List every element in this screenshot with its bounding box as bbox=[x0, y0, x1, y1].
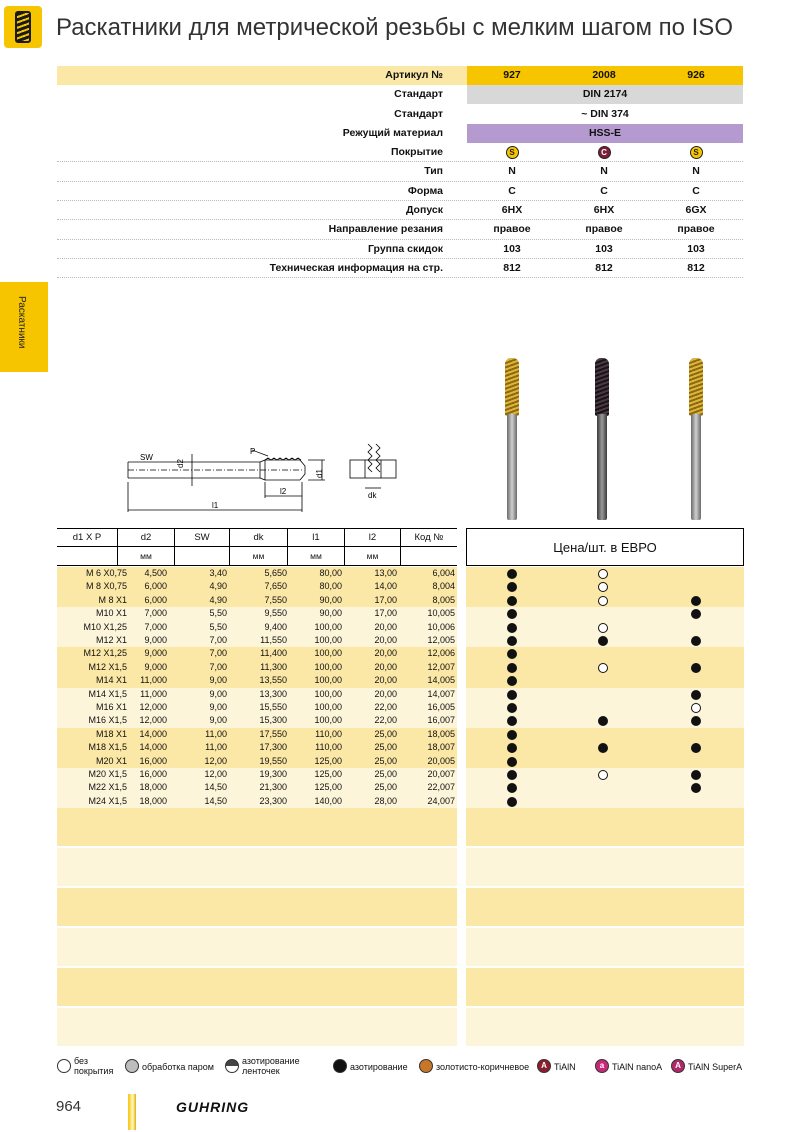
column-header: l1 bbox=[287, 529, 344, 547]
legend-label-line1: обработка паром bbox=[142, 1062, 214, 1072]
brand-logo: GUHRING bbox=[176, 1099, 250, 1115]
legend-label-line1: золотисто-коричневое bbox=[436, 1062, 530, 1072]
tool-dimension-drawing bbox=[120, 440, 410, 520]
spec-row bbox=[57, 259, 743, 278]
table-cell: 4,90 bbox=[209, 594, 227, 605]
table-cell: 100,00 bbox=[314, 688, 342, 699]
spec-value: 927 bbox=[503, 69, 521, 81]
table-cell: 8,004 bbox=[432, 581, 455, 592]
legend-label-line1: без bbox=[74, 1056, 88, 1066]
table-cell: 13,300 bbox=[259, 688, 287, 699]
table-cell: 80,00 bbox=[319, 581, 342, 592]
legend-label-line1: TiAlN nanoA bbox=[612, 1062, 663, 1072]
table-cell: 12,007 bbox=[427, 661, 455, 672]
table-cell: M12 X1 bbox=[95, 635, 127, 645]
availability-dot-filled bbox=[507, 569, 517, 579]
table-cell: 9,000 bbox=[144, 635, 167, 645]
legend-label bbox=[688, 1062, 742, 1072]
table-cell: 23,300 bbox=[259, 795, 287, 806]
spec-row bbox=[57, 124, 743, 143]
table-row bbox=[57, 755, 457, 768]
table-cell: 14,00 bbox=[374, 581, 397, 592]
table-row bbox=[57, 795, 457, 808]
table-cell: M12 X1,5 bbox=[88, 661, 127, 672]
column-unit: мм bbox=[117, 547, 174, 565]
table-cell: 20,00 bbox=[374, 648, 397, 659]
table-cell: 8,005 bbox=[432, 594, 455, 605]
table-cell: 6,004 bbox=[432, 568, 455, 578]
table-cell: 15,550 bbox=[259, 702, 287, 712]
spec-value: 6HX bbox=[593, 204, 615, 217]
table-cell: 21,300 bbox=[259, 782, 287, 793]
spec-value: N bbox=[600, 165, 608, 178]
spec-value: 2008 bbox=[592, 69, 616, 81]
legend-label-line2: ленточек bbox=[242, 1066, 280, 1076]
spec-value: 103 bbox=[503, 242, 521, 255]
column-unit bbox=[400, 547, 457, 565]
table-cell: 20,00 bbox=[374, 621, 397, 632]
column-unit bbox=[174, 547, 229, 565]
column-header: dk bbox=[229, 529, 287, 547]
table-cell: 17,00 bbox=[374, 594, 397, 605]
table-cell: 13,550 bbox=[259, 675, 287, 686]
legend-label bbox=[350, 1062, 408, 1072]
table-cell: 9,550 bbox=[264, 608, 287, 619]
legend-label bbox=[74, 1056, 113, 1076]
table-row bbox=[57, 728, 457, 741]
table-cell: 16,000 bbox=[139, 769, 167, 779]
table-cell: 19,300 bbox=[259, 769, 287, 779]
price-band bbox=[466, 1008, 744, 1046]
availability-dot-open bbox=[691, 703, 701, 713]
spec-label: Стандарт bbox=[394, 107, 443, 120]
table-cell: 7,000 bbox=[144, 621, 167, 632]
spec-value: правое bbox=[585, 223, 623, 236]
table-cell: 20,00 bbox=[374, 675, 397, 686]
table-cell: 14,005 bbox=[427, 675, 455, 686]
table-cell: 7,550 bbox=[264, 594, 287, 605]
spec-row bbox=[57, 240, 743, 259]
table-cell: 10,006 bbox=[427, 621, 455, 632]
table-cell: 16,005 bbox=[427, 702, 455, 712]
table-cell: 15,300 bbox=[259, 715, 287, 726]
table-cell: 90,00 bbox=[319, 608, 342, 619]
legend-label bbox=[242, 1056, 300, 1076]
table-cell: 5,650 bbox=[264, 568, 287, 578]
column-header: l2 bbox=[344, 529, 400, 547]
table-row bbox=[57, 594, 457, 607]
tool-image-926 bbox=[688, 358, 704, 520]
tool-image-2008 bbox=[594, 358, 610, 520]
spec-label: Группа скидок bbox=[368, 242, 443, 255]
table-cell: 12,000 bbox=[139, 715, 167, 726]
coating-badge: C bbox=[598, 146, 611, 159]
table-cell: 100,00 bbox=[314, 661, 342, 672]
table-row bbox=[57, 580, 457, 593]
table-cell: 25,00 bbox=[374, 769, 397, 779]
table-cell: 17,300 bbox=[259, 742, 287, 753]
page-title: Раскатники для метрической резьбы с мелким шагом по ISO bbox=[56, 14, 733, 41]
table-cell: 18,005 bbox=[427, 728, 455, 739]
column-unit bbox=[57, 547, 117, 565]
table-cell: 11,550 bbox=[260, 635, 287, 645]
table-cell: M10 X1,25 bbox=[83, 621, 127, 632]
tialn-supera-icon: A bbox=[671, 1059, 685, 1073]
table-cell: M14 X1 bbox=[95, 675, 127, 686]
spec-label: Тип bbox=[424, 165, 443, 178]
table-row bbox=[57, 741, 457, 754]
table-cell: 100,00 bbox=[314, 702, 342, 712]
spec-label: Покрытие bbox=[390, 146, 443, 159]
availability-dot-filled bbox=[691, 663, 701, 673]
spec-label: Стандарт bbox=[394, 88, 443, 101]
table-row bbox=[57, 621, 457, 634]
spec-value: 812 bbox=[595, 261, 613, 274]
spec-value: правое bbox=[677, 223, 715, 236]
spec-span-value: ~ DIN 374 bbox=[581, 107, 629, 120]
page-header bbox=[0, 0, 800, 54]
table-cell: 22,00 bbox=[374, 702, 397, 712]
table-cell: 90,00 bbox=[319, 594, 342, 605]
spec-label: Направление резания bbox=[328, 223, 443, 236]
legend-label bbox=[554, 1062, 576, 1072]
drawing-label-d2: d2 bbox=[176, 459, 185, 468]
table-cell: 12,000 bbox=[139, 702, 167, 712]
table-cell: 9,00 bbox=[209, 702, 227, 712]
spec-value: N bbox=[508, 165, 516, 178]
table-cell: 14,000 bbox=[139, 728, 167, 739]
table-cell: 12,005 bbox=[427, 635, 455, 645]
availability-dot-filled bbox=[507, 623, 517, 633]
table-band bbox=[57, 1008, 457, 1046]
table-cell: 100,00 bbox=[314, 648, 342, 659]
table-band bbox=[57, 968, 457, 1006]
table-band bbox=[57, 888, 457, 926]
table-cell: 3,40 bbox=[209, 568, 227, 578]
spec-row bbox=[57, 220, 743, 239]
column-unit: мм bbox=[229, 547, 287, 565]
table-cell: 9,000 bbox=[144, 661, 167, 672]
table-cell: 7,650 bbox=[264, 581, 287, 592]
table-cell: 100,00 bbox=[314, 715, 342, 726]
nitride-icon bbox=[333, 1059, 347, 1073]
spec-span-value: HSS-E bbox=[467, 124, 743, 143]
coating-icon bbox=[651, 143, 741, 162]
spec-value: 103 bbox=[595, 242, 613, 255]
spec-row bbox=[57, 105, 743, 124]
steam-icon bbox=[125, 1059, 139, 1073]
availability-dot-filled bbox=[691, 690, 701, 700]
spec-row bbox=[57, 182, 743, 201]
legend-label-line1: TiAlN SuperA bbox=[688, 1062, 743, 1072]
legend-label bbox=[142, 1062, 214, 1072]
drawing-label-l2: l2 bbox=[280, 487, 287, 496]
table-cell: 12,00 bbox=[204, 769, 227, 779]
column-header: d1 X P bbox=[72, 532, 102, 543]
table-cell: 9,00 bbox=[209, 715, 227, 726]
table-cell: 20,00 bbox=[374, 688, 397, 699]
tialn-nanoa-icon: a bbox=[595, 1059, 609, 1073]
coating-icon bbox=[559, 143, 649, 162]
table-cell: 20,00 bbox=[374, 635, 397, 645]
table-units bbox=[57, 547, 457, 566]
spec-value: C bbox=[692, 184, 700, 197]
spec-row bbox=[57, 201, 743, 220]
table-cell: M 8 X1 bbox=[98, 594, 127, 605]
table-cell: 7,00 bbox=[209, 661, 227, 672]
table-row bbox=[57, 607, 457, 620]
spec-row bbox=[57, 143, 743, 162]
table-cell: 18,000 bbox=[139, 782, 167, 793]
gold-brown-icon bbox=[419, 1059, 433, 1073]
table-row bbox=[57, 567, 457, 580]
table-row bbox=[57, 674, 457, 687]
spec-table bbox=[57, 66, 743, 278]
price-header bbox=[466, 528, 744, 566]
table-cell: 9,000 bbox=[144, 648, 167, 659]
table-cell: 22,007 bbox=[427, 782, 455, 793]
drawing-label-d1: d1 bbox=[315, 469, 324, 478]
availability-dot-filled bbox=[507, 757, 517, 767]
spec-value: 6HX bbox=[501, 204, 523, 217]
table-cell: M16 X1,5 bbox=[88, 715, 127, 726]
table-cell: 20,007 bbox=[427, 769, 455, 779]
table-cell: M18 X1,5 bbox=[88, 742, 127, 753]
table-row bbox=[57, 701, 457, 714]
table-cell: 11,00 bbox=[205, 742, 227, 753]
table-cell: 18,007 bbox=[427, 742, 455, 753]
column-header: SW bbox=[174, 529, 229, 547]
availability-dot-filled bbox=[507, 636, 517, 646]
table-row bbox=[57, 688, 457, 701]
table-cell: 10,005 bbox=[427, 608, 455, 619]
table-cell: M12 X1,25 bbox=[83, 648, 127, 659]
table-cell: 14,000 bbox=[139, 742, 167, 753]
legend-label-line1: TiAlN bbox=[554, 1062, 576, 1072]
table-cell: 24,007 bbox=[427, 795, 455, 806]
table-cell: M16 X1 bbox=[95, 702, 127, 712]
footer-accent-bar bbox=[128, 1094, 136, 1130]
table-cell: 9,00 bbox=[209, 688, 227, 699]
spec-value: N bbox=[692, 165, 700, 178]
coating-icon bbox=[467, 143, 557, 162]
price-band bbox=[466, 848, 744, 886]
availability-dot-filled bbox=[507, 797, 517, 807]
spec-label: Режущий материал bbox=[342, 126, 443, 139]
table-cell: 14,50 bbox=[204, 782, 227, 793]
uncoated-icon bbox=[57, 1059, 71, 1073]
table-cell: 17,00 bbox=[374, 608, 397, 619]
table-cell: 80,00 bbox=[319, 568, 342, 578]
table-cell: 5,50 bbox=[209, 621, 227, 632]
table-cell: 100,00 bbox=[314, 635, 342, 645]
availability-dot-open bbox=[598, 569, 608, 579]
table-cell: 125,00 bbox=[314, 755, 342, 766]
spec-value: C bbox=[508, 184, 516, 197]
availability-dot-filled bbox=[507, 690, 517, 700]
table-cell: 12,006 bbox=[427, 648, 455, 659]
table-cell: 14,007 bbox=[427, 688, 455, 699]
column-header: Код № bbox=[400, 529, 457, 547]
availability-dot-filled bbox=[691, 596, 701, 606]
price-band bbox=[466, 968, 744, 1006]
table-cell: 100,00 bbox=[314, 675, 342, 686]
legend-label-line1: азотирование bbox=[350, 1062, 408, 1072]
spec-label: Форма bbox=[407, 184, 443, 197]
table-cell: 11,000 bbox=[140, 675, 167, 686]
availability-dot-open bbox=[598, 770, 608, 780]
table-cell: 16,000 bbox=[139, 755, 167, 766]
table-cell: 20,00 bbox=[374, 661, 397, 672]
table-row bbox=[57, 714, 457, 727]
table-cell: 7,00 bbox=[209, 648, 227, 659]
table-cell: 9,400 bbox=[264, 621, 287, 632]
availability-dot-filled bbox=[598, 636, 608, 646]
drawing-label-sw: SW bbox=[140, 453, 153, 462]
drawing-label-l1: l1 bbox=[212, 501, 219, 510]
table-header bbox=[57, 528, 457, 547]
tool-image-927 bbox=[504, 358, 520, 520]
table-cell: 11,00 bbox=[205, 728, 227, 739]
coating-badge: S bbox=[506, 146, 519, 159]
drawing-label-p: P bbox=[250, 447, 256, 456]
nitride-strip-icon bbox=[225, 1059, 239, 1073]
table-cell: 5,50 bbox=[209, 608, 227, 619]
table-cell: 19,550 bbox=[259, 755, 287, 766]
table-cell: 16,007 bbox=[427, 715, 455, 726]
table-cell: M 6 X0,75 bbox=[85, 568, 127, 578]
table-cell: M20 X1,5 bbox=[88, 769, 127, 779]
spec-value: 6GX bbox=[685, 204, 707, 217]
table-cell: 22,00 bbox=[374, 715, 397, 726]
table-cell: 4,500 bbox=[144, 568, 167, 578]
availability-dot-filled bbox=[691, 770, 701, 780]
table-row bbox=[57, 647, 457, 660]
availability-dot-filled bbox=[507, 596, 517, 606]
table-cell: 6,000 bbox=[144, 594, 167, 605]
table-row bbox=[57, 634, 457, 647]
price-band bbox=[466, 808, 744, 846]
table-cell: 11,300 bbox=[260, 661, 287, 672]
spec-label: Артикул № bbox=[57, 66, 447, 85]
table-cell: 28,00 bbox=[374, 795, 397, 806]
drawing-label-dk: dk bbox=[368, 491, 377, 500]
table-row bbox=[57, 781, 457, 794]
spec-value: C bbox=[600, 184, 608, 197]
table-cell: M22 X1,5 bbox=[88, 782, 127, 793]
spec-span-value: DIN 2174 bbox=[467, 85, 743, 104]
price-header-label: Цена/шт. в ЕВРО bbox=[553, 540, 657, 555]
table-cell: 7,00 bbox=[209, 635, 227, 645]
table-cell: 9,00 bbox=[209, 675, 227, 686]
legend-label-line1: азотирование bbox=[242, 1056, 300, 1066]
spec-value: 103 bbox=[687, 242, 705, 255]
coating-badge: S bbox=[690, 146, 703, 159]
table-cell: 6,000 bbox=[144, 581, 167, 592]
table-cell: 140,00 bbox=[314, 795, 342, 806]
spec-value: 812 bbox=[687, 261, 705, 274]
page-number: 964 bbox=[56, 1098, 82, 1115]
spec-value: правое bbox=[493, 223, 531, 236]
table-band bbox=[57, 808, 457, 846]
table-cell: M24 X1,5 bbox=[88, 795, 127, 806]
spec-value: 926 bbox=[687, 69, 705, 81]
table-row bbox=[57, 768, 457, 781]
column-unit: мм bbox=[344, 547, 400, 565]
table-cell: 25,00 bbox=[374, 755, 397, 766]
availability-dot-open bbox=[598, 663, 608, 673]
availability-dot-filled bbox=[507, 663, 517, 673]
spec-row bbox=[57, 162, 743, 181]
column-unit: мм bbox=[287, 547, 344, 565]
side-tab[interactable] bbox=[0, 282, 48, 372]
spec-label: Допуск bbox=[405, 204, 443, 217]
availability-dot-filled bbox=[507, 770, 517, 780]
spec-label: Техническая информация на стр. bbox=[269, 261, 443, 274]
table-cell: 17,550 bbox=[259, 728, 287, 739]
table-cell: 14,50 bbox=[204, 795, 227, 806]
availability-dot-open bbox=[598, 596, 608, 606]
column-header: d2 bbox=[117, 529, 174, 547]
data-table bbox=[57, 528, 457, 566]
availability-dot-open bbox=[598, 623, 608, 633]
side-tab-label: Раскатники bbox=[16, 296, 27, 349]
availability-dot-filled bbox=[507, 703, 517, 713]
table-cell: 110,00 bbox=[315, 728, 342, 739]
coating-legend bbox=[57, 1056, 757, 1078]
table-cell: 125,00 bbox=[314, 769, 342, 779]
price-band bbox=[466, 888, 744, 926]
legend-label bbox=[612, 1062, 662, 1072]
table-cell: 125,00 bbox=[314, 782, 342, 793]
availability-dot-filled bbox=[691, 636, 701, 646]
table-cell: M18 X1 bbox=[95, 728, 127, 739]
table-cell: 110,00 bbox=[315, 742, 342, 753]
table-cell: 25,00 bbox=[374, 728, 397, 739]
spec-value: 812 bbox=[503, 261, 521, 274]
legend-label bbox=[436, 1062, 529, 1072]
legend-label-line2: покрытия bbox=[74, 1066, 114, 1076]
table-cell: M10 X1 bbox=[95, 608, 127, 619]
table-band bbox=[57, 848, 457, 886]
table-cell: 25,00 bbox=[374, 742, 397, 753]
tialn-icon: A bbox=[537, 1059, 551, 1073]
table-cell: M20 X1 bbox=[95, 755, 127, 766]
table-cell: M 8 X0,75 bbox=[85, 581, 127, 592]
table-cell: 11,400 bbox=[260, 648, 287, 659]
tap-icon bbox=[4, 6, 42, 48]
spec-row bbox=[57, 85, 743, 104]
table-cell: 100,00 bbox=[314, 621, 342, 632]
table-cell: 25,00 bbox=[374, 782, 397, 793]
spec-row bbox=[57, 66, 743, 85]
table-cell: 7,000 bbox=[144, 608, 167, 619]
availability-dot-filled bbox=[507, 730, 517, 740]
table-cell: 4,90 bbox=[209, 581, 227, 592]
table-cell: 20,005 bbox=[427, 755, 455, 766]
table-row bbox=[57, 661, 457, 674]
table-cell: 12,00 bbox=[204, 755, 227, 766]
table-cell: 11,000 bbox=[140, 688, 167, 699]
table-cell: 18,000 bbox=[139, 795, 167, 806]
price-band bbox=[466, 928, 744, 966]
table-cell: 13,00 bbox=[374, 568, 397, 578]
table-band bbox=[57, 928, 457, 966]
table-cell: M14 X1,5 bbox=[88, 688, 127, 699]
